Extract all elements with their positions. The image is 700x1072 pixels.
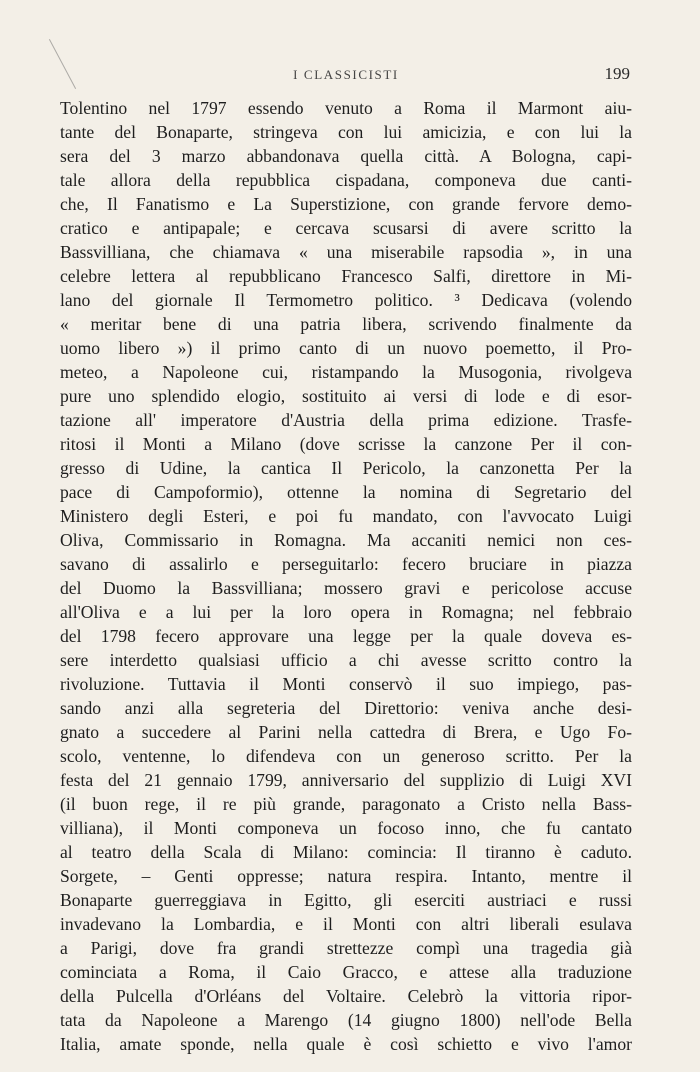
text-line: invadevano la Lombardia, e il Monti con altri liberali esulava (60, 914, 632, 934)
text-line: sera del 3 marzo abbandonava quella città. A Bologna, capi- (60, 146, 632, 166)
text-line: Sorgete, – Genti oppresse; natura respira. Intanto, mentre il (60, 866, 632, 886)
text-line: uomo libero ») il primo canto di un nuovo poemetto, il Pro- (60, 338, 632, 358)
body-text (60, 96, 632, 1056)
page-header (62, 64, 630, 84)
text-line: (il buon rege, il re più grande, paragonato a Cristo nella Bass- (60, 794, 632, 814)
text-line: meteo, a Napoleone cui, ristampando la Musogonia, rivolgeva (60, 362, 632, 382)
text-line: lano del giornale Il Termometro politico. ³ Dedicava (volendo (60, 290, 632, 310)
text-line: celebre lettera al repubblicano Francesco Salfi, direttore in Mi- (60, 266, 632, 286)
text-line: tale allora della repubblica cispadana, componeva due canti- (60, 170, 632, 190)
text-line: savano di assalirlo e perseguitarlo: fecero bruciare in piazza (60, 554, 632, 574)
text-line: Bonaparte guerreggiava in Egitto, gli eserciti austriaci e russi (60, 890, 632, 910)
text-line: pure uno splendido elogio, sostituito ai versi di lode e di esor- (60, 386, 632, 406)
text-line: che, Il Fanatismo e La Superstizione, con grande fervore demo- (60, 194, 632, 214)
text-line: cominciata a Roma, il Caio Gracco, e attese alla traduzione (60, 962, 632, 982)
text-line: ritosi il Monti a Milano (dove scrisse la canzone Per il con- (60, 434, 632, 454)
text-line: « meritar bene di una patria libera, scrivendo finalmente da (60, 314, 632, 334)
text-line: Oliva, Commissario in Romagna. Ma accaniti nemici non ces- (60, 530, 632, 550)
text-line: sando anzi alla segreteria del Direttorio: veniva anche desi- (60, 698, 632, 718)
text-line: festa del 21 gennaio 1799, anniversario del supplizio di Luigi XVI (60, 770, 632, 790)
text-line: del 1798 fecero approvare una legge per la quale doveva es- (60, 626, 632, 646)
text-line: a Parigi, dove fra grandi strettezze compì una tragedia già (60, 938, 632, 958)
text-line: pace di Campoformio), ottenne la nomina di Segretario del (60, 482, 632, 502)
text-line: rivoluzione. Tuttavia il Monti conservò il suo impiego, pas- (60, 674, 632, 694)
text-line: gnato a succedere al Parini nella cattedra di Brera, e Ugo Fo- (60, 722, 632, 742)
text-line: tante del Bonaparte, stringeva con lui amicizia, e con lui la (60, 122, 632, 142)
text-line: Tolentino nel 1797 essendo venuto a Roma il Marmont aiu- (60, 98, 632, 118)
text-line: Ministero degli Esteri, e poi fu mandato, con l'avvocato Luigi (60, 506, 632, 526)
text-line: tata da Napoleone a Marengo (14 giugno 1800) nell'ode Bella (60, 1010, 632, 1030)
text-line: gresso di Udine, la cantica Il Pericolo, la canzonetta Per la (60, 458, 632, 478)
text-line: sere interdetto qualsiasi ufficio a chi avesse scritto contro la (60, 650, 632, 670)
text-line: villiana), il Monti componeva un focoso inno, che fu cantato (60, 818, 632, 838)
text-line: tazione all' imperatore d'Austria della prima edizione. Trasfe- (60, 410, 632, 430)
running-head: I CLASSICISTI (293, 67, 399, 82)
text-line: Italia, amate sponde, nella quale è così schietto e vivo l'amor (60, 1034, 632, 1054)
text-line: al teatro della Scala di Milano: comincia: Il tiranno è caduto. (60, 842, 632, 862)
text-line: Bassvilliana, che chiamava « una miserabile rapsodia », in una (60, 242, 632, 262)
text-line: all'Oliva e a lui per la loro opera in Romagna; nel febbraio (60, 602, 632, 622)
text-line: scolo, ventenne, lo difendeva con un generoso scritto. Per la (60, 746, 632, 766)
text-line: della Pulcella d'Orléans del Voltaire. Celebrò la vittoria ripor- (60, 986, 632, 1006)
text-line: del Duomo la Bassvilliana; mossero gravi e pericolose accuse (60, 578, 632, 598)
text-line: cratico e antipapale; e cercava scusarsi di avere scritto la (60, 218, 632, 238)
page-number: 199 (604, 64, 630, 83)
